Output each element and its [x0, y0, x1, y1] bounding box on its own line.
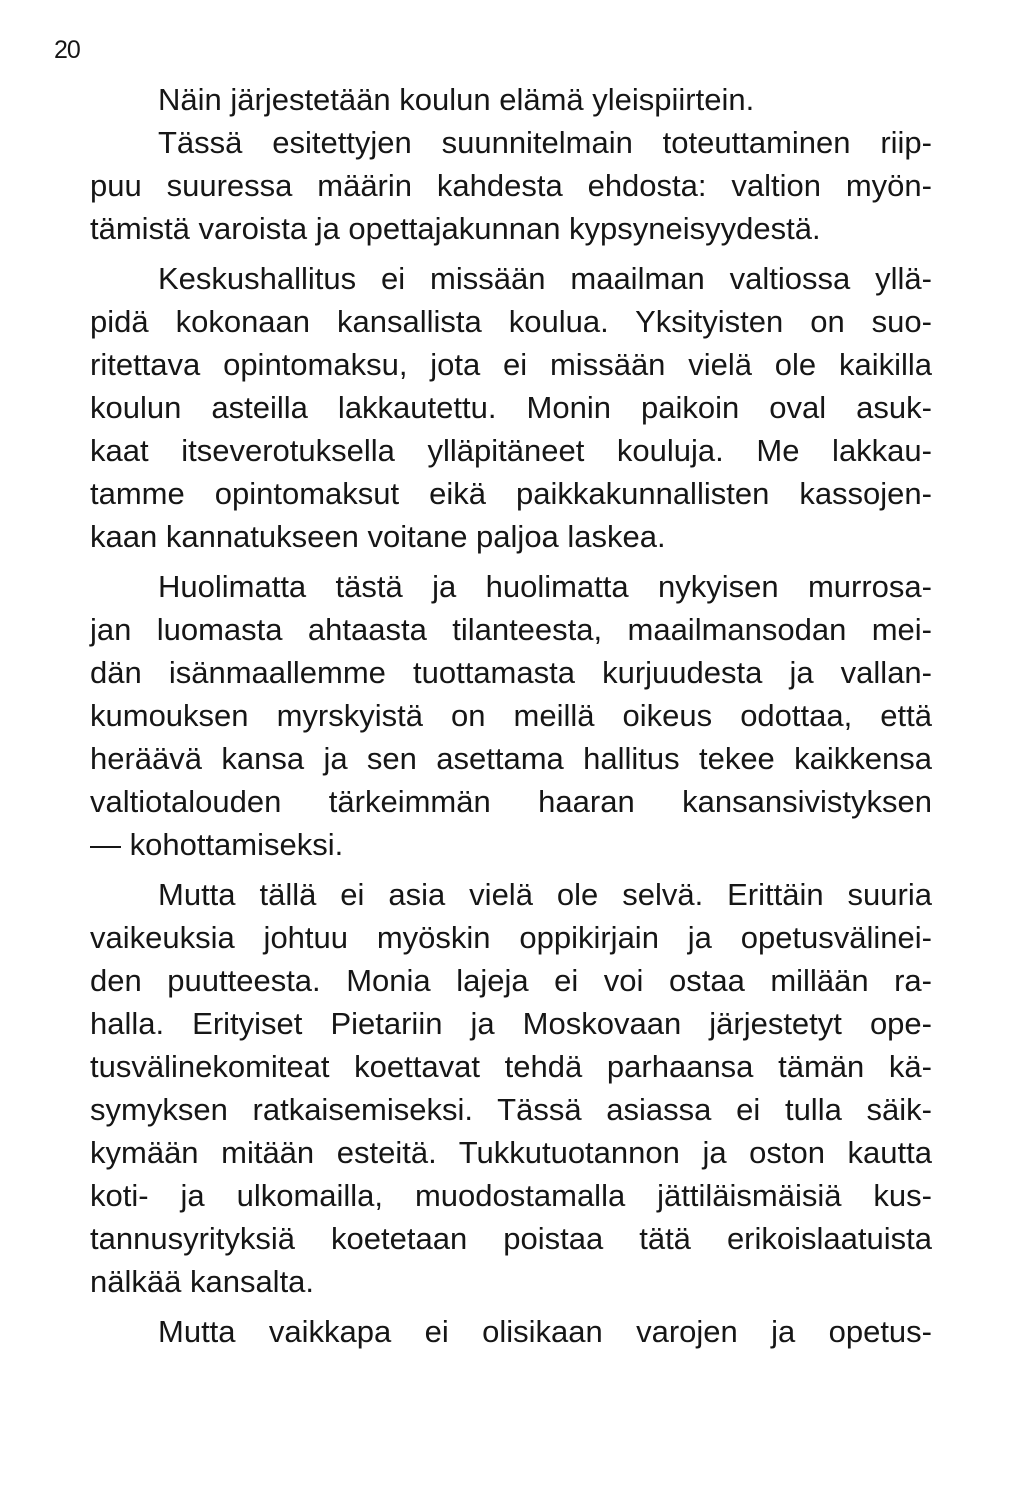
- paragraph-gap: [90, 558, 932, 565]
- text-line: pidä kokonaan kansallista koulua. Yksityisten on suo-: [90, 304, 932, 339]
- text-line: Huolimatta tästä ja huolimatta nykyisen murrosa-: [158, 569, 932, 604]
- paragraph: [90, 1310, 932, 1353]
- body-text: [90, 78, 932, 1353]
- paragraph: [90, 257, 932, 558]
- paragraph-gap: [90, 250, 932, 257]
- paragraph-gap: [90, 1303, 932, 1310]
- paragraph: [90, 873, 932, 1303]
- text-line: kaat itseverotuksella ylläpitäneet kouluja. Me lakkau-: [90, 433, 932, 468]
- text-line: Tässä esitettyjen suunnitelmain toteuttaminen riip-: [158, 125, 932, 160]
- text-line: nälkää kansalta.: [90, 1264, 315, 1299]
- text-line: — kohottamiseksi.: [90, 827, 344, 862]
- text-line: Mutta tällä ei asia vielä ole selvä. Erittäin suuria: [158, 877, 932, 912]
- text-line: kymään mitään esteitä. Tukkutuotannon ja oston kautta: [90, 1135, 932, 1170]
- text-line: Mutta vaikkapa ei olisikaan varojen ja opetus-: [158, 1314, 932, 1349]
- text-line: ritettava opintomaksu, jota ei missään vielä ole kaikilla: [90, 347, 932, 382]
- paragraph-gap: [90, 866, 932, 873]
- text-line: koti- ja ulkomailla, muodostamalla jättiläismäisiä kus-: [90, 1178, 932, 1213]
- text-line: Näin järjestetään koulun elämä yleispiirtein.: [158, 82, 755, 117]
- page-number: 20: [54, 36, 80, 64]
- text-line: tusvälinekomiteat koettavat tehdä parhaansa tämän kä-: [90, 1049, 932, 1084]
- text-line: kumouksen myrskyistä on meillä oikeus odottaa, että: [90, 698, 932, 733]
- text-line: puu suuressa määrin kahdesta ehdosta: valtion myön-: [90, 168, 932, 203]
- text-line: tannusyrityksiä koetetaan poistaa tätä erikoislaatuista: [90, 1221, 932, 1256]
- paragraph: [90, 565, 932, 866]
- text-line: halla. Erityiset Pietariin ja Moskovaan järjestetyt ope-: [90, 1006, 932, 1041]
- text-line: jan luomasta ahtaasta tilanteesta, maailmansodan mei-: [90, 612, 932, 647]
- text-line: den puutteesta. Monia lajeja ei voi ostaa millään ra-: [90, 963, 932, 998]
- text-line: Keskushallitus ei missään maailman valtiossa yllä-: [158, 261, 932, 296]
- text-line: kaan kannatukseen voitane paljoa laskea.: [90, 519, 666, 554]
- text-line: vaikeuksia johtuu myöskin oppikirjain ja opetusvälinei-: [90, 920, 932, 955]
- text-line: symyksen ratkaisemiseksi. Tässä asiassa ei tulla säik-: [90, 1092, 932, 1127]
- text-line: tamme opintomaksut eikä paikkakunnallisten kassojen-: [90, 476, 932, 511]
- text-line: valtiotalouden tärkeimmän haaran kansansivistyksen: [90, 784, 932, 819]
- paragraph: [90, 78, 932, 121]
- text-line: tämistä varoista ja opettajakunnan kypsyneisyydestä.: [90, 211, 821, 246]
- text-line: koulun asteilla lakkautettu. Monin paikoin oval asuk-: [90, 390, 932, 425]
- text-line: heräävä kansa ja sen asettama hallitus tekee kaikkensa: [90, 741, 932, 776]
- text-line: dän isänmaallemme tuottamasta kurjuudesta ja vallan-: [90, 655, 932, 690]
- paragraph: [90, 121, 932, 250]
